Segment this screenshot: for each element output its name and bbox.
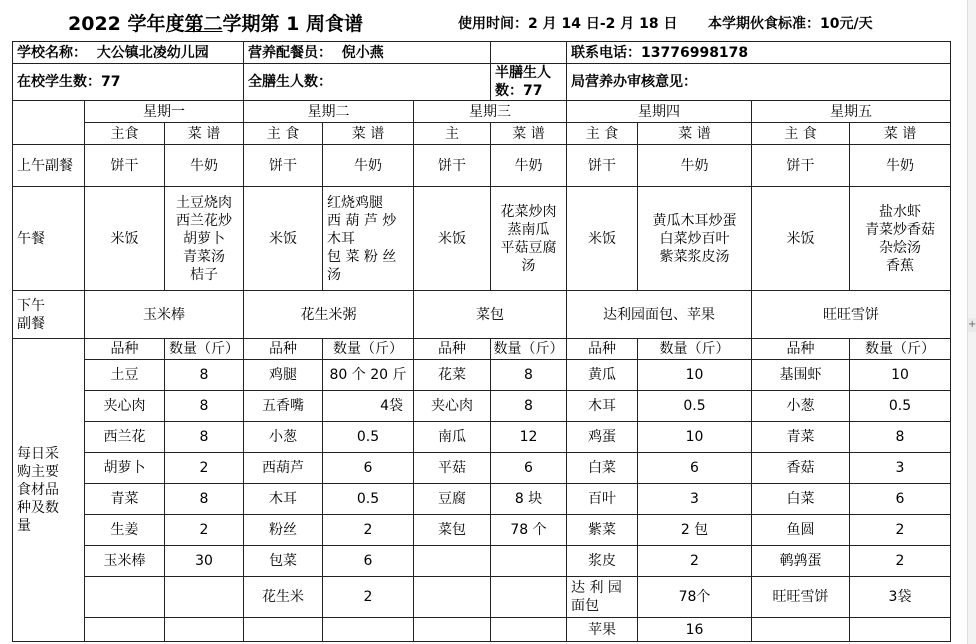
meal-item: 牛奶 (491, 145, 567, 187)
col-header: 品种 (85, 339, 165, 360)
sub-header-row (13, 123, 951, 145)
meal-item: 饼干 (752, 145, 850, 187)
staple-header: 主 食 (567, 123, 638, 145)
header (0, 0, 976, 42)
lunch-staple: 米饭 (85, 187, 165, 291)
day-header-row (13, 101, 951, 123)
table-row: 生姜 2 粉丝 2 菜包 78 个 紫菜 2 包 鱼圆 2 (13, 515, 951, 546)
meal-item: 牛奶 (323, 145, 414, 187)
day-friday: 星期五 (752, 101, 951, 123)
staple-header: 主 (414, 123, 491, 145)
col-header: 品种 (414, 339, 491, 360)
lunch-staple: 米饭 (567, 187, 638, 291)
students-cell: 在校学生数：77 (13, 64, 244, 101)
dish-header: 菜 谱 (323, 123, 414, 145)
table-row: 苹果 16 (13, 618, 951, 642)
food-standard: 本学期伙食标准：10元/天 (708, 16, 873, 32)
col-header: 数量（斤） (165, 339, 244, 360)
menu-table (12, 41, 951, 642)
school-cell: 学校名称： 大公镇北凌幼儿园 (13, 42, 244, 64)
dish-header: 菜 谱 (638, 123, 752, 145)
table-row: 土豆 8 鸡腿 80 个 20 斤 花菜 8 黄瓜 10 基围虾 10 (13, 360, 951, 391)
table-row: 玉米棒 30 包菜 6 浆皮 2 鹌鹑蛋 2 (13, 546, 951, 577)
afternoon-item: 菜包 (414, 291, 567, 339)
col-header: 数量（斤） (638, 339, 752, 360)
page-title: 2022 学年度第二学期第 1 周食谱 (68, 13, 363, 35)
morning-snack-label: 上午副餐 (13, 145, 85, 187)
table-row: 西兰花 8 小葱 0.5 南瓜 12 鸡蛋 10 青菜 8 (13, 422, 951, 453)
lunch-row (13, 187, 951, 291)
col-header: 数量（斤） (850, 339, 951, 360)
lunch-staple: 米饭 (244, 187, 323, 291)
info-row-1 (13, 42, 951, 64)
purchase-header-row (13, 339, 951, 360)
afternoon-item: 花生米粥 (244, 291, 414, 339)
lunch-dishes: 黄瓜木耳炒蛋 白菜炒百叶 紫菜浆皮汤 (638, 187, 752, 291)
col-header: 品种 (244, 339, 323, 360)
afternoon-item: 玉米棒 (85, 291, 244, 339)
dish-header: 菜 谱 (850, 123, 951, 145)
table-row: 夹心肉 8 五香嘴 4袋 夹心肉 8 木耳 0.5 小葱 0.5 (13, 391, 951, 422)
lunch-dishes: 土豆烧肉 西兰花炒 胡萝卜 青菜汤 桔子 (165, 187, 244, 291)
lunch-staple: 米饭 (414, 187, 491, 291)
col-header: 数量（斤） (491, 339, 567, 360)
info-row-2 (13, 64, 951, 101)
dish-header: 菜 谱 (491, 123, 567, 145)
lunch-dishes: 红烧鸡腿 西 葫 芦 炒 木耳 包 菜 粉 丝 汤 (323, 187, 414, 291)
meal-item: 饼干 (244, 145, 323, 187)
day-monday: 星期一 (85, 101, 244, 123)
afternoon-snack-row (13, 291, 951, 339)
table-row: 花生米 2 达 利 园 面包 78个 旺旺雪饼 3袋 (13, 577, 951, 618)
afternoon-item: 达利园面包、苹果 (567, 291, 752, 339)
day-wednesday: 星期三 (414, 101, 567, 123)
lunch-dishes: 花菜炒肉 蒸南瓜 平菇豆腐 汤 (491, 187, 567, 291)
full-board-cell: 全膳生人数： (244, 64, 491, 101)
day-thursday: 星期四 (567, 101, 752, 123)
col-header: 数量（斤） (323, 339, 414, 360)
table-row: 胡萝卜 2 西葫芦 6 平菇 6 白菜 6 香菇 3 (13, 453, 951, 484)
meal-item: 牛奶 (165, 145, 244, 187)
staple-header: 主食 (85, 123, 165, 145)
day-tuesday: 星期二 (244, 101, 414, 123)
meal-item: 牛奶 (638, 145, 752, 187)
afternoon-item: 旺旺雪饼 (752, 291, 951, 339)
meal-item: 饼干 (414, 145, 491, 187)
meal-item: 饼干 (85, 145, 165, 187)
lunch-label: 午餐 (13, 187, 85, 291)
dish-header: 菜 谱 (165, 123, 244, 145)
lunch-dishes: 盐水虾 青菜炒香菇 杂烩汤 香蕉 (850, 187, 951, 291)
morning-snack-row (13, 145, 951, 187)
half-board-cell: 半膳生人数：77 (491, 64, 567, 101)
lunch-staple: 米饭 (752, 187, 850, 291)
meal-item: 牛奶 (850, 145, 951, 187)
col-header: 品种 (752, 339, 850, 360)
table-row: 青菜 8 木耳 0.5 豆腐 8 块 百叶 3 白菜 6 (13, 484, 951, 515)
dietitian-cell: 营养配餐员： 倪小燕 (244, 42, 491, 64)
staple-header: 主 食 (752, 123, 850, 145)
afternoon-snack-label: 下午 副餐 (13, 291, 85, 339)
review-cell: 局营养办审核意见： (567, 64, 951, 101)
col-header: 品种 (567, 339, 638, 360)
usage-time: 使用时间：2 月 14 日-2 月 18 日 (458, 16, 678, 32)
purchase-label: 每日采 购主要 食材品 种及数 量 (13, 339, 85, 642)
plus-icon[interactable]: + (968, 319, 976, 330)
staple-header: 主 食 (244, 123, 323, 145)
phone-cell: 联系电话：13776998178 (567, 42, 951, 64)
meal-item: 饼干 (567, 145, 638, 187)
